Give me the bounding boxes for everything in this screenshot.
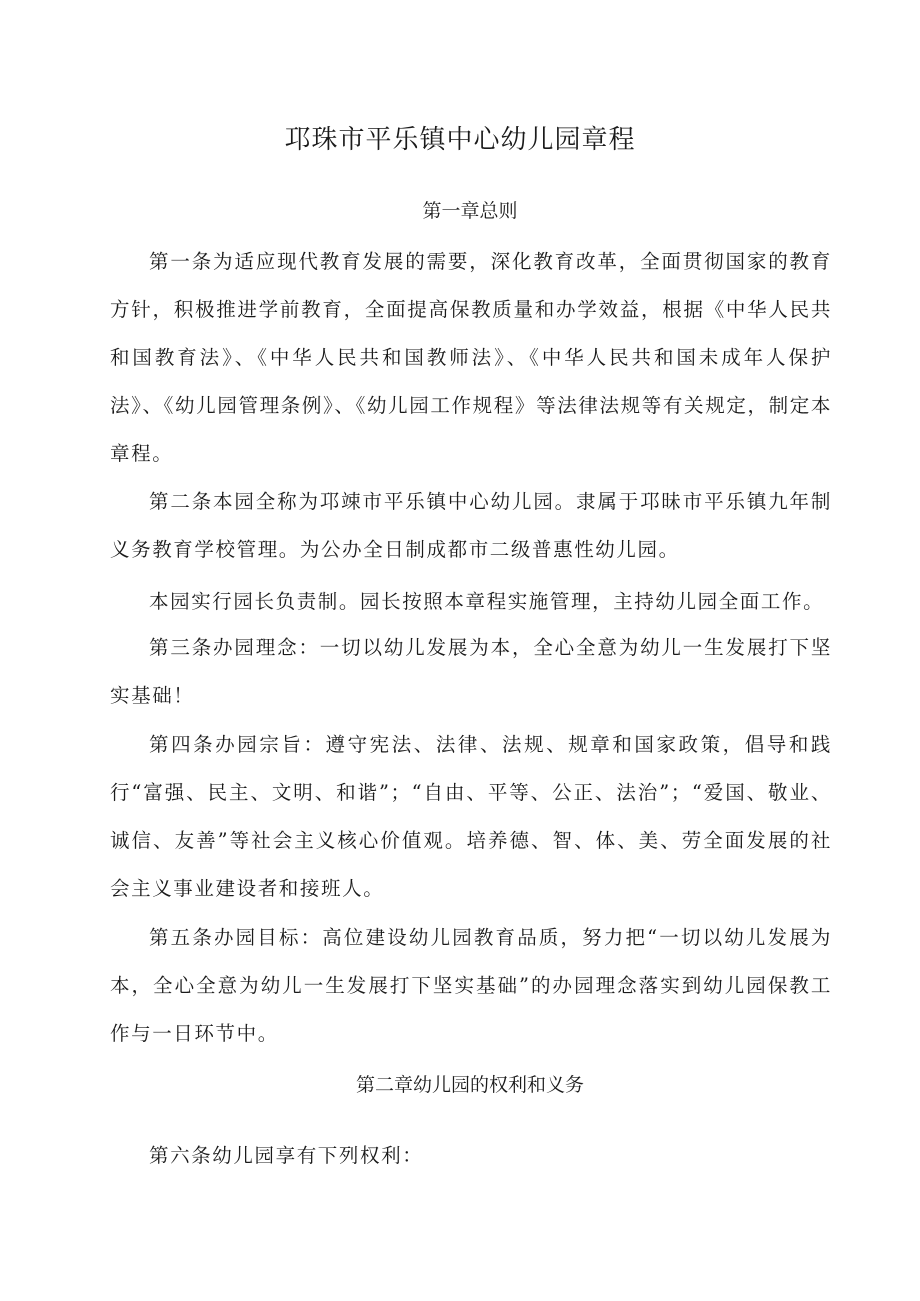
article-5-paragraph: 第五条办园目标：高位建设幼儿园教育品质，努力把“一切以幼儿发展为本，全心全意为幼儿一生发展打下坚实基础”的办园理念落实到幼儿园保教工作与一日环节中。	[110, 926, 832, 1045]
article-2-continuation-paragraph: 本园实行园长负责制。园长按照本章程实施管理，主持幼儿园全面工作。	[149, 590, 825, 613]
document-title: 邛珠市平乐镇中心幼儿园章程	[284, 125, 636, 155]
chapter-1-heading: 第一章总则	[422, 200, 518, 222]
chapter-2-heading: 第二章幼儿园的权利和义务	[355, 1074, 584, 1096]
article-6-paragraph: 第六条幼儿园享有下列权利：	[149, 1144, 424, 1167]
article-1-paragraph: 第一条为适应现代教育发展的需要，深化教育改革，全面贯彻国家的教育方针，积极推进学前教育，全面提高保教质量和办学效益，根据《中华人民共和国教育法》、《中华人民共和国教师法》、《中华人民共和国未成年人保护法》、《幼儿园管理条例》、《幼儿园工作规程》等法律法规等有关规定，制定本章程。	[110, 250, 832, 465]
article-2-paragraph: 第二条本园全称为邛竦市平乐镇中心幼儿园。隶属于邛昧市平乐镇九年制义务教育学校管理。为公办全日制成都市二级普惠性幼儿园。	[110, 490, 832, 561]
article-4-paragraph: 第四条办园宗旨：遵守宪法、法律、法规、规章和国家政策，倡导和践行“富强、民主、文明、和谐”；“自由、平等、公正、法治”；“爱国、敬业、诚信、友善”等社会主义核心价值观。培养德、智、体、美、劳全面发展的社会主义事业建设者和接班人。	[110, 733, 832, 900]
article-3-paragraph: 第三条办园理念：一切以幼儿发展为本，全心全意为幼儿一生发展打下坚实基础！	[110, 636, 832, 707]
